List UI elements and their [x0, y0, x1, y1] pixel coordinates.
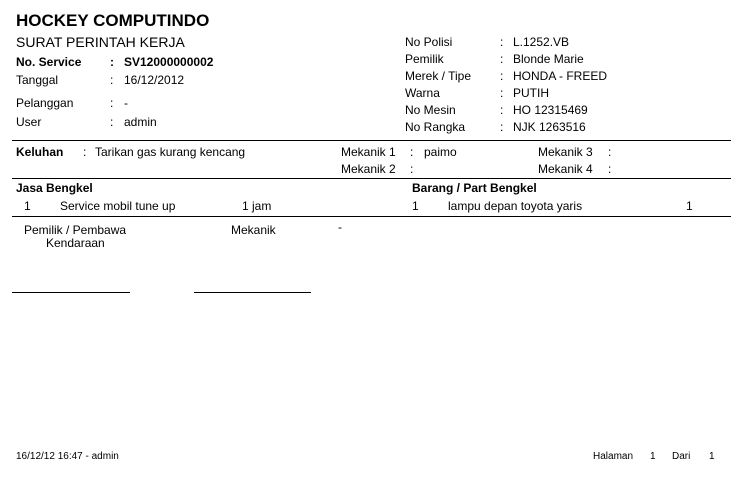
plate-colon: : — [500, 35, 504, 49]
mechanic-1-colon: : — [410, 145, 414, 159]
plate-label: No Polisi — [405, 35, 453, 49]
page-of-label: Dari — [672, 451, 691, 462]
customer-label: Pelanggan — [16, 96, 74, 110]
brand-type-value: HONDA - FREED — [513, 69, 608, 83]
signature-dash: - — [338, 220, 342, 234]
complaint-colon: : — [83, 145, 87, 159]
service-row-name: Service mobil tune up — [60, 199, 176, 213]
date-label: Tanggal — [16, 73, 59, 87]
engine-no-value: HO 12315469 — [513, 103, 588, 117]
page-number: 1 — [650, 451, 656, 462]
date-colon: : — [110, 73, 114, 87]
date-value: 16/12/2012 — [124, 73, 185, 87]
divider-middle — [12, 178, 731, 179]
mechanic-4-label: Mekanik 4 — [538, 162, 593, 176]
mechanic-signature-line — [194, 292, 311, 293]
user-label: User — [16, 115, 42, 129]
mechanic-3-label: Mekanik 3 — [538, 145, 593, 159]
divider-bottom — [12, 216, 731, 217]
user-value: admin — [124, 115, 157, 129]
no-service-value: SV12000000002 — [124, 55, 214, 69]
customer-colon: : — [110, 96, 114, 110]
service-row-duration: 1 jam — [242, 199, 272, 213]
page-total: 1 — [709, 451, 715, 462]
owner-signature-label-1: Pemilik / Pembawa — [24, 223, 127, 237]
engine-no-label: No Mesin — [405, 103, 456, 117]
part-row-name: lampu depan toyota yaris — [448, 199, 583, 213]
mechanic-1-label: Mekanik 1 — [341, 145, 396, 159]
services-header: Jasa Bengkel — [16, 181, 93, 195]
divider-top — [12, 140, 731, 141]
engine-no-colon: : — [500, 103, 504, 117]
color-colon: : — [500, 86, 504, 100]
owner-signature-label-2: Kendaraan — [46, 236, 105, 250]
owner-signature-line — [12, 292, 130, 293]
company-name: HOCKEY COMPUTINDO — [16, 11, 210, 30]
parts-header: Barang / Part Bengkel — [412, 181, 537, 195]
color-label: Warna — [405, 86, 440, 100]
brand-type-label: Merek / Tipe — [405, 69, 472, 83]
customer-value: - — [124, 96, 128, 110]
plate-value: L.1252.VB — [513, 35, 570, 49]
mechanic-2-colon: : — [410, 162, 414, 176]
service-row-no: 1 — [24, 199, 31, 213]
part-row-qty: 1 — [686, 199, 693, 213]
chassis-no-value: NJK 1263516 — [513, 120, 586, 134]
owner-value: Blonde Marie — [513, 52, 584, 66]
part-row-no: 1 — [412, 199, 419, 213]
document-title: SURAT PERINTAH KERJA — [16, 34, 185, 50]
mechanic-3-colon: : — [608, 145, 612, 159]
page-label: Halaman — [593, 451, 634, 462]
owner-colon: : — [500, 52, 504, 66]
mechanic-1-value: paimo — [424, 145, 457, 159]
chassis-no-label: No Rangka — [405, 120, 466, 134]
no-service-colon: : — [110, 55, 114, 69]
owner-label: Pemilik — [405, 52, 444, 66]
brand-type-colon: : — [500, 69, 504, 83]
user-colon: : — [110, 115, 114, 129]
complaint-value: Tarikan gas kurang kencang — [95, 145, 246, 159]
mechanic-signature-label: Mekanik — [231, 223, 276, 237]
mechanic-4-colon: : — [608, 162, 612, 176]
complaint-label: Keluhan — [16, 145, 64, 159]
chassis-no-colon: : — [500, 120, 504, 134]
no-service-label: No. Service — [16, 55, 82, 69]
color-value: PUTIH — [513, 86, 549, 100]
mechanic-2-label: Mekanik 2 — [341, 162, 396, 176]
print-timestamp: 16/12/12 16:47 - admin — [16, 451, 119, 462]
